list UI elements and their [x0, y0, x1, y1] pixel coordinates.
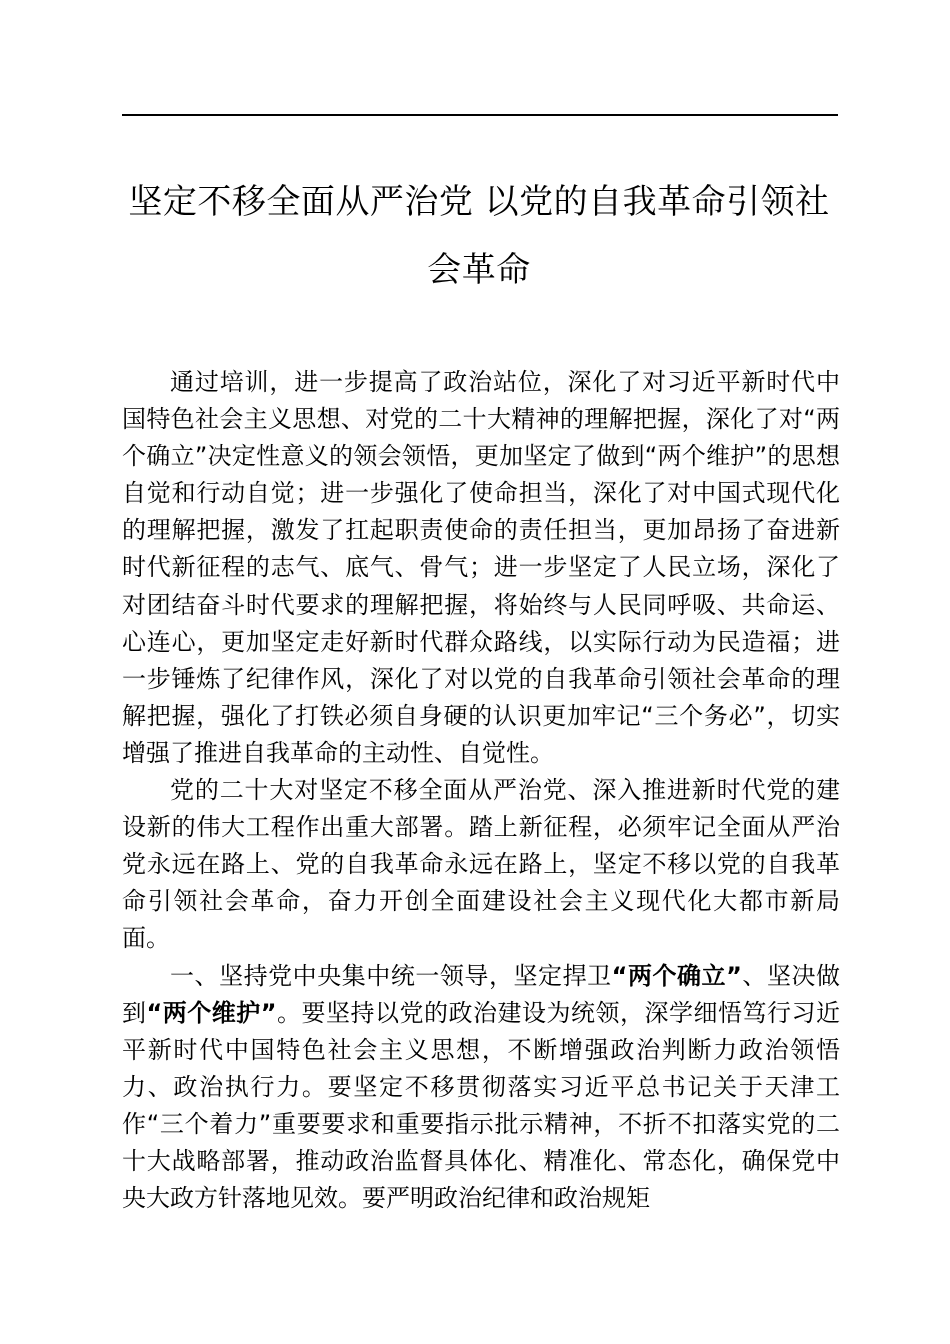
paragraph-2-text: 党的二十大对坚定不移全面从严治党、深入推进新时代党的建设新的伟大工程作出重大部署。踏上新征程，必须牢记全面从严治党永远在路上、党的自我革命永远在路上，坚定不移以党的自我革命引领社会革命，奋力开创全面建设社会主义现代化大都市新局面。 — [122, 776, 840, 953]
paragraph-3-emphasis-a: “两个确立” — [611, 961, 742, 990]
paragraph-2 — [122, 772, 840, 957]
paragraph-3-emphasis-b: “两个维护” — [146, 998, 277, 1027]
paragraph-3-text-a: 一、坚持党中央集中统一领导，坚定捍卫 — [170, 961, 612, 990]
document-title: 坚定不移全面从严治党 以党的自我革命引领社会革命 — [128, 182, 830, 290]
document-body — [122, 364, 840, 1217]
paragraph-3-text-c: 。要坚持以党的政治建设为统领，深学细悟笃行习近平新时代中国特色社会主义思想，不断增强政治判断力政治领悟力、政治执行力。要坚定不移贯彻落实习近平总书记关于天津工作“三个着力”重要要求和重要指示批示精神，不折不扣落实党的二十大战略部署，推动政治监督具体化、精准化、常态化，确保党中央大政方针落地见效。要严明政治纪律和政治规矩 — [122, 998, 841, 1213]
header-rule — [122, 114, 838, 116]
paragraph-3 — [122, 958, 840, 1218]
paragraph-1-text: 通过培训，进一步提高了政治站位，深化了对习近平新时代中国特色社会主义思想、对党的二十大精神的理解把握，深化了对“两个确立”决定性意义的领会领悟，更加坚定了做到“两个维护”的思想自觉和行动自觉；进一步强化了使命担当，深化了对中国式现代化的理解把握，激发了扛起职责使命的责任担当，更加昂扬了奋进新时代新征程的志气、底气、骨气；进一步坚定了人民立场，深化了对团结奋斗时代要求的理解把握，将始终与人民同呼吸、共命运、心连心，更加坚定走好新时代群众路线，以实际行动为民造福；进一步锤炼了纪律作风，深化了对以党的自我革命引领社会革命的理解把握，强化了打铁必须自身硬的认识更加牢记“三个务必”，切实增强了推进自我革命的主动性、自觉性。 — [122, 368, 840, 767]
paragraph-3-text-b: 、坚决做到 — [122, 961, 841, 1027]
paragraph-1 — [122, 364, 840, 772]
